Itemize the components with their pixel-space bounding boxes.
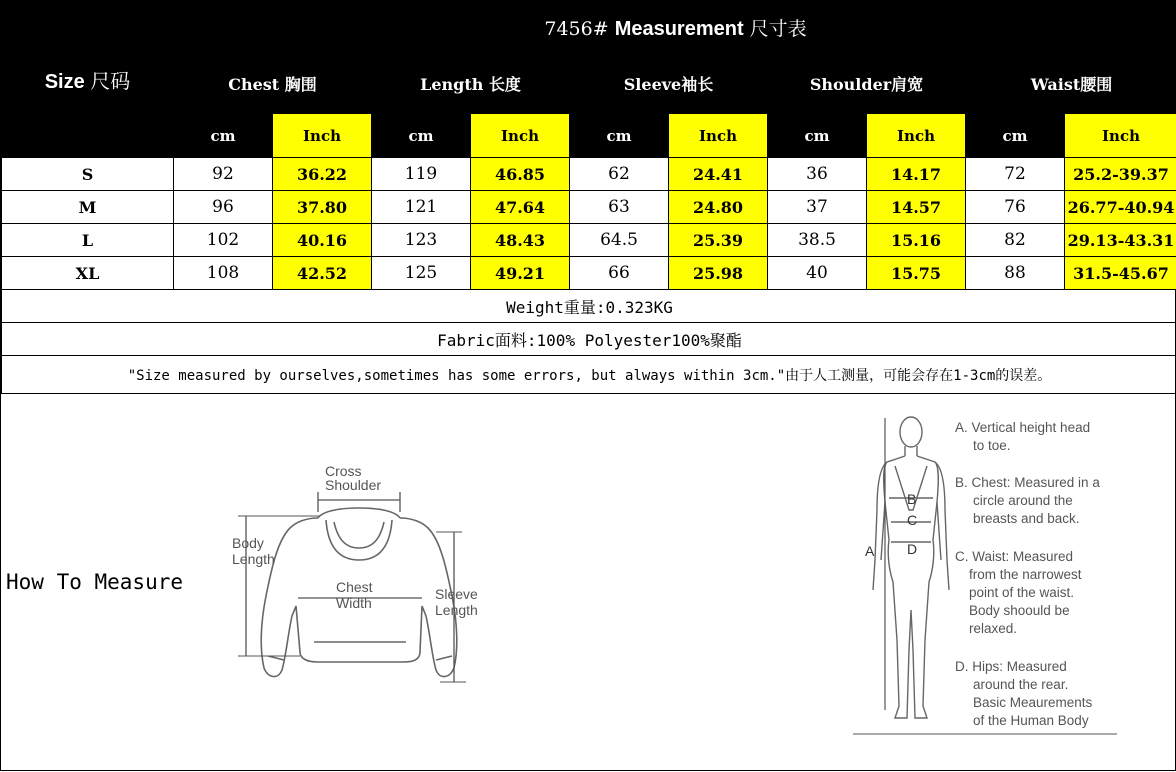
note-row — [2, 356, 1176, 394]
note-line: D. Hips: Measured — [955, 659, 1067, 674]
product-code: 7456# — [544, 18, 608, 40]
unit-inch: Inch — [669, 114, 768, 158]
note-line: point of the waist. — [969, 585, 1074, 600]
sleeve-cm-cell: 62 — [570, 158, 669, 191]
waist-inch-cell: 31.5-45.67 — [1065, 257, 1176, 290]
waist-inch-cell: 25.2-39.37 — [1065, 158, 1176, 191]
note-line: A. Vertical height head — [955, 420, 1090, 435]
label-chest-2: Width — [336, 595, 372, 611]
note-line: of the Human Body — [973, 713, 1089, 728]
chart-title — [174, 2, 1176, 54]
unit-cm: cm — [372, 114, 471, 158]
group-length: Length 长度 — [372, 54, 570, 114]
note-line: Body shoould be — [969, 603, 1070, 618]
table-row — [2, 224, 1176, 257]
waist-cm-cell: 88 — [966, 257, 1065, 290]
size-cell: S — [2, 158, 174, 191]
waist-cm-cell: 76 — [966, 191, 1065, 224]
size-header — [2, 2, 174, 158]
note-text: "Size measured by ourselves,sometimes has some errors, but always within 3cm."由于人工测量，可能会存在1-3cm的误差。 — [2, 356, 1176, 394]
title-cn: 尺寸表 — [750, 18, 807, 40]
unit-cm: cm — [174, 114, 273, 158]
label-cross-1: Cross — [325, 463, 362, 479]
unit-inch: Inch — [867, 114, 966, 158]
label-sleeve-2: Length — [435, 602, 478, 618]
length-inch-cell: 46.85 — [471, 158, 570, 191]
sleeve-cm-cell: 64.5 — [570, 224, 669, 257]
label-cross-2: Shoulder — [325, 477, 381, 493]
sleeve-inch-cell: 25.39 — [669, 224, 768, 257]
note-line: to toe. — [973, 438, 1011, 453]
chest-cm-cell: 108 — [174, 257, 273, 290]
note-line: from the narrowest — [969, 567, 1082, 582]
chest-inch-cell: 40.16 — [273, 224, 372, 257]
label-a: A — [865, 543, 875, 559]
label-d: D — [907, 541, 917, 557]
note-line: around the rear. — [973, 677, 1068, 692]
label-c: C — [907, 512, 917, 528]
group-shoulder: Shoulder肩宽 — [768, 54, 966, 114]
chest-cm-cell: 92 — [174, 158, 273, 191]
label-body-1: Body — [232, 535, 264, 551]
table-row — [2, 158, 1176, 191]
unit-cm: cm — [570, 114, 669, 158]
size-cell: M — [2, 191, 174, 224]
shoulder-cm-cell: 36 — [768, 158, 867, 191]
length-cm-cell: 123 — [372, 224, 471, 257]
shoulder-cm-cell: 40 — [768, 257, 867, 290]
weight-text: Weight重量:0.323KG — [2, 290, 1176, 323]
sleeve-cm-cell: 66 — [570, 257, 669, 290]
waist-cm-cell: 82 — [966, 224, 1065, 257]
group-sleeve: Sleeve袖长 — [570, 54, 768, 114]
label-b: B — [907, 491, 916, 507]
sleeve-inch-cell: 24.80 — [669, 191, 768, 224]
chest-inch-cell: 42.52 — [273, 257, 372, 290]
sleeve-inch-cell: 25.98 — [669, 257, 768, 290]
size-cell: L — [2, 224, 174, 257]
unit-inch: Inch — [471, 114, 570, 158]
how-to-measure-label: How To Measure — [6, 570, 183, 594]
size-label: Size — [45, 71, 85, 93]
unit-inch: Inch — [273, 114, 372, 158]
note-line: Basic Meaurements — [973, 695, 1093, 710]
size-table — [1, 1, 1176, 394]
waist-cm-cell: 72 — [966, 158, 1065, 191]
size-cell: XL — [2, 257, 174, 290]
shoulder-inch-cell: 15.16 — [867, 224, 966, 257]
unit-cm: cm — [966, 114, 1065, 158]
note-line: relaxed. — [969, 621, 1017, 636]
waist-inch-cell: 29.13-43.31 — [1065, 224, 1176, 257]
waist-inch-cell: 26.77-40.94 — [1065, 191, 1176, 224]
length-inch-cell: 47.64 — [471, 191, 570, 224]
table-row — [2, 191, 1176, 224]
size-label-cn: 尺码 — [90, 69, 130, 93]
shoulder-inch-cell: 14.57 — [867, 191, 966, 224]
body-notes — [955, 420, 1100, 728]
fabric-row — [2, 323, 1176, 356]
length-inch-cell: 48.43 — [471, 224, 570, 257]
length-inch-cell: 49.21 — [471, 257, 570, 290]
shoulder-inch-cell: 15.75 — [867, 257, 966, 290]
chest-cm-cell: 102 — [174, 224, 273, 257]
group-chest: Chest 胸围 — [174, 54, 372, 114]
unit-cm: cm — [768, 114, 867, 158]
note-line: B. Chest: Measured in a — [955, 475, 1100, 490]
note-line: circle around the — [973, 493, 1073, 508]
fabric-text: Fabric面料:100% Polyester100%聚酯 — [2, 323, 1176, 356]
table-row — [2, 257, 1176, 290]
shoulder-cm-cell: 38.5 — [768, 224, 867, 257]
shoulder-cm-cell: 37 — [768, 191, 867, 224]
body-measurement-diagram — [851, 410, 1121, 740]
group-waist: Waist腰围 — [966, 54, 1176, 114]
note-line: breasts and back. — [973, 511, 1080, 526]
weight-row — [2, 290, 1176, 323]
shirt-diagram — [226, 456, 496, 696]
label-body-2: Length — [232, 551, 275, 567]
chest-inch-cell: 37.80 — [273, 191, 372, 224]
chest-inch-cell: 36.22 — [273, 158, 372, 191]
sleeve-cm-cell: 63 — [570, 191, 669, 224]
title-main: Measurement — [615, 18, 744, 40]
length-cm-cell: 125 — [372, 257, 471, 290]
how-to-measure-section — [1, 394, 1176, 772]
length-cm-cell: 119 — [372, 158, 471, 191]
note-line: C. Waist: Measured — [955, 549, 1073, 564]
sleeve-inch-cell: 24.41 — [669, 158, 768, 191]
label-sleeve-1: Sleeve — [435, 586, 478, 602]
length-cm-cell: 121 — [372, 191, 471, 224]
chest-cm-cell: 96 — [174, 191, 273, 224]
unit-inch: Inch — [1065, 114, 1176, 158]
label-chest-1: Chest — [336, 579, 373, 595]
shoulder-inch-cell: 14.17 — [867, 158, 966, 191]
